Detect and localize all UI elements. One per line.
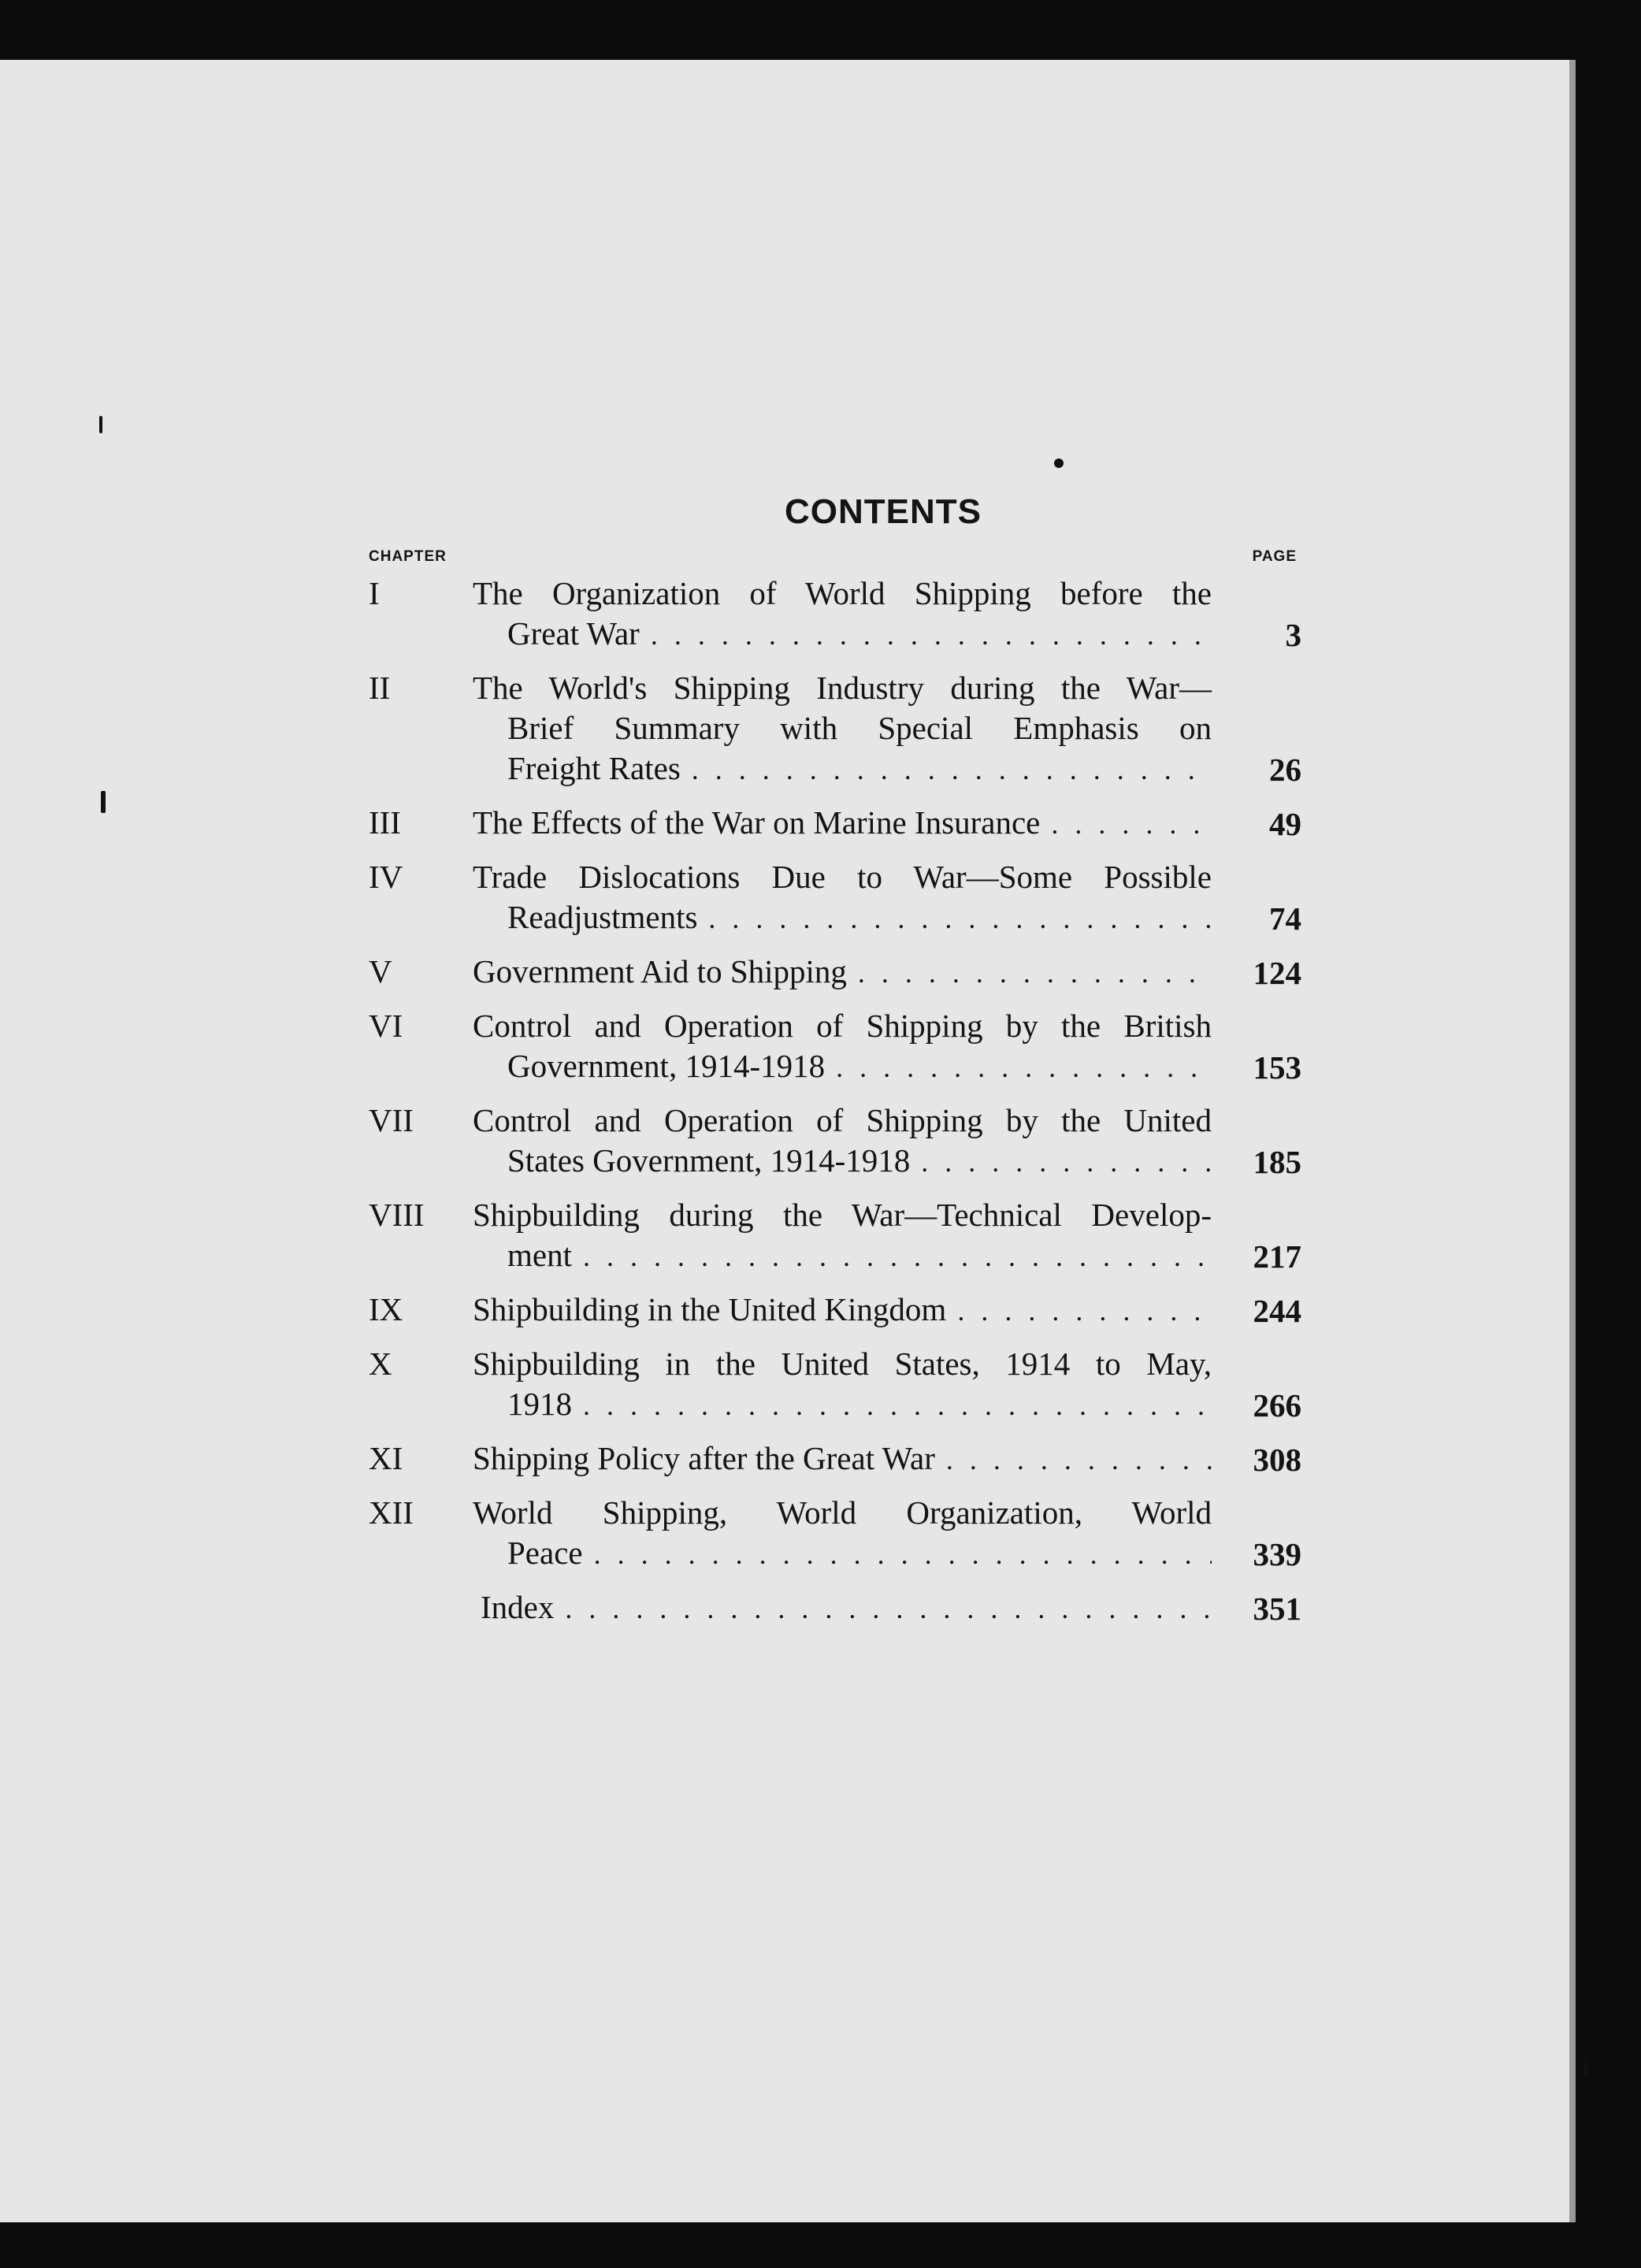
entry-text [473, 857, 1212, 939]
entry-last-line [473, 1046, 1212, 1088]
entry-page-number: 153 [1253, 1049, 1301, 1086]
dot-leader [1051, 804, 1212, 844]
entry-last-line [473, 1438, 1212, 1480]
entry-text [473, 803, 1212, 844]
contents-entry[interactable] [367, 857, 1305, 939]
contents-entry[interactable] [367, 1101, 1305, 1182]
dot-leader [583, 1237, 1212, 1277]
chapter-column-header: CHAPTER [369, 548, 447, 565]
entry-title: Shipbuilding in the United Kingdom [473, 1291, 947, 1327]
entry-text [473, 573, 1212, 655]
entry-page-number: 26 [1269, 752, 1301, 788]
chapter-number: XI [369, 1440, 403, 1476]
entry-title: Readjustments [507, 899, 698, 935]
entry-last-line [473, 614, 1212, 655]
entry-title: The Effects of the War on Marine Insurance [473, 804, 1041, 841]
dot-leader [565, 1589, 1212, 1629]
dot-leader [594, 1535, 1212, 1575]
entry-page-number: 266 [1253, 1387, 1301, 1424]
entry-page-number: 308 [1253, 1442, 1301, 1478]
contents-entry[interactable] [367, 1438, 1305, 1480]
entry-last-line [473, 803, 1212, 844]
chapter-number: IX [369, 1291, 403, 1327]
contents-entry[interactable] [367, 1195, 1305, 1277]
entry-page-number: 124 [1253, 955, 1301, 991]
entry-last-line [473, 1384, 1212, 1426]
entry-page-number: 351 [1253, 1591, 1301, 1627]
entry-title: States Government, 1914-1918 [507, 1142, 911, 1179]
page-edge-shadow [1569, 60, 1576, 2222]
entry-title: Freight Rates [507, 750, 681, 786]
entry-text [473, 952, 1212, 993]
table-of-contents [367, 488, 1305, 1642]
entry-title-line: Trade Dislocations Due to War—Some Possible [473, 859, 1212, 895]
dot-leader [836, 1048, 1212, 1088]
speck-mark [1583, 2058, 1587, 2075]
entry-title: Peace [507, 1535, 583, 1571]
entry-page-number: 3 [1285, 617, 1301, 653]
entry-title: 1918 [507, 1386, 572, 1422]
entry-title: ment [507, 1237, 572, 1273]
entry-title-line: Brief Summary with Special Emphasis on [507, 710, 1212, 746]
entry-text [473, 1493, 1212, 1575]
entry-page-number: 49 [1269, 806, 1301, 842]
entry-title-line: Shipbuilding in the United States, 1914 to May, [473, 1346, 1212, 1382]
chapter-number: VII [369, 1102, 414, 1138]
chapter-number: VI [369, 1008, 403, 1044]
contents-entry[interactable] [367, 803, 1305, 844]
contents-entry-index[interactable] [367, 1587, 1305, 1629]
dot-leader [858, 953, 1212, 993]
dot-leader [921, 1142, 1212, 1182]
entry-text [473, 1587, 1212, 1629]
dot-leader [957, 1291, 1212, 1331]
entry-page-number: 74 [1269, 900, 1301, 937]
entry-text [473, 1101, 1212, 1182]
contents-entry[interactable] [367, 1344, 1305, 1426]
entry-last-line [473, 1235, 1212, 1277]
entry-page-number: 185 [1253, 1144, 1301, 1180]
chapter-number: II [369, 670, 391, 706]
entry-text [473, 1006, 1212, 1088]
entry-title-line: World Shipping, World Organization, World [473, 1494, 1212, 1531]
entry-title: Government, 1914-1918 [507, 1048, 826, 1084]
dot-leader [708, 899, 1212, 939]
chapter-number: VIII [369, 1197, 425, 1233]
entry-last-line [473, 1533, 1212, 1575]
chapter-number: XII [369, 1494, 414, 1531]
entry-page-number: 244 [1253, 1293, 1301, 1329]
dot-leader [583, 1386, 1212, 1426]
entry-last-line [473, 897, 1212, 939]
entry-text [473, 1438, 1212, 1480]
entry-last-line [473, 1587, 1212, 1629]
entry-title-line: Control and Operation of Shipping by the United [473, 1102, 1212, 1138]
chapter-number: III [369, 804, 401, 841]
contents-entry[interactable] [367, 573, 1305, 655]
entry-title: Index [481, 1589, 555, 1625]
contents-entry[interactable] [367, 1006, 1305, 1088]
chapter-number: IV [369, 859, 403, 895]
speck-mark [101, 791, 106, 813]
entry-title: Great War [507, 615, 640, 651]
entry-last-line [473, 1141, 1212, 1182]
speck-mark [99, 416, 102, 433]
entry-title: Government Aid to Shipping [473, 953, 847, 989]
column-headers [367, 536, 1305, 573]
entry-page-number: 339 [1253, 1536, 1301, 1572]
chapter-number: I [369, 575, 380, 611]
entry-last-line [473, 748, 1212, 790]
entry-title-line: The World's Shipping Industry during the War— [473, 670, 1212, 706]
contents-title: CONTENTS [785, 492, 982, 531]
entry-title: Shipping Policy after the Great War [473, 1440, 935, 1476]
entry-title-line: The Organization of World Shipping before the [473, 575, 1212, 611]
dot-leader [946, 1440, 1212, 1480]
contents-entry[interactable] [367, 1290, 1305, 1331]
page-column-header: PAGE [1252, 548, 1297, 565]
dot-leader [692, 750, 1212, 790]
dot-leader [651, 615, 1212, 655]
entry-page-number: 217 [1253, 1238, 1301, 1275]
contents-entry[interactable] [367, 952, 1305, 993]
chapter-number: V [369, 953, 392, 989]
entry-last-line [473, 952, 1212, 993]
entry-text [473, 668, 1212, 790]
speck-mark [1054, 458, 1064, 468]
chapter-number: X [369, 1346, 392, 1382]
entry-title-line: Control and Operation of Shipping by the British [473, 1008, 1212, 1044]
contents-entries [367, 573, 1305, 1575]
entry-text [473, 1344, 1212, 1426]
entry-text [473, 1290, 1212, 1331]
entry-last-line [473, 1290, 1212, 1331]
entry-text [473, 1195, 1212, 1277]
entry-title-line: Shipbuilding during the War—Technical Develop- [473, 1197, 1212, 1233]
contents-entry[interactable] [367, 668, 1305, 790]
contents-entry[interactable] [367, 1493, 1305, 1575]
